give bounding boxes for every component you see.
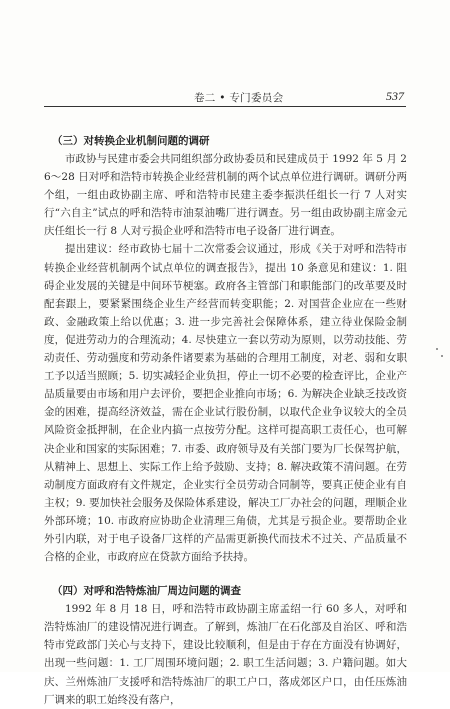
section-spacer: [44, 566, 407, 582]
scan-speck: [441, 355, 443, 357]
scan-speck: [436, 348, 438, 350]
section-heading: （四）对呼和浩特炼油厂周边问题的调查: [52, 585, 241, 598]
page-number: 537: [386, 89, 404, 103]
section-enterprise-mechanism: [44, 132, 407, 566]
page-body: [44, 132, 407, 709]
body-paragraph: 1992 年 8 月 18 日，呼和浩特市政协副主席孟绍一行 60 多人，对呼和浩特炼油厂的建设情况进行调查。了解到，炼油厂在石化部及自治区、呼和浩特市党政部门关心与支持下，建设比较顺利，但是由于存在方面没有协调好，出现一些问题：1. 工厂周围环境问题；2. 职工生活问题；3. 户籍问题。如大庆、兰州炼油厂支援呼和浩特炼油厂的职工户口，落成郊区户口，由任压炼油厂调来的职工始终没有落户，: [44, 603, 407, 706]
body-paragraph: 市政协与民建市委会共同组织部分政协委员和民建成员于 1992 年 5 月 26～28 日对呼和浩特市转换企业经营机制的两个试点单位进行调研。调研分两个组，一组由政协副主席、呼和浩特市民建主委李振洪任组长一行 7 人对实行“六自主”试点的呼和浩特市油泵油嘴厂进行调查。另一组由政协副主席金元庆任组长一行 8 人对亏损企业呼和浩特市电子设备厂进行调查。: [44, 153, 407, 238]
chapter-title: 卷二 • 专门委员会: [194, 92, 284, 104]
running-header: [44, 88, 406, 107]
section-heading: （三）对转换企业机制问题的调研: [52, 135, 210, 147]
body-paragraph: 提出建议：经市政协七届十二次常委会议通过，形成《关于对呼和浩特市转换企业经营机制两个试点单位的调查报告》，提出 10 条意见和建议：1. 阻碍企业发展的关键是中间环节梗塞。政府各主管部门和职能部门的改革要及时配套跟上，要紧紧围绕企业生产经营而转变职能；2. 对国营企业应在一些财政、金融政策上给以优惠；3. 进一步完善社会保障体系，建立待业保险金制度，促进劳动力的合理流动；4. 尽快建立一套以劳动为原则，以劳动技能、劳动责任、劳动强度和劳动条件诸要素为基础的合理用工制度，对老、弱和女职工予以适当照顾；5. 切实减轻企业负担，停止一切不必要的检查评比，企业产品质量要由市场和用户去评价，要把企业推向市场；6. 为解决企业缺乏技改资金的困难，提高经济效益，需在企业试行股份制，以取代企业争议较大的全员风险资金抵押制，在企业内搞一点按劳分配。这样可提高职工责任心，也可解决企业和国家的实际困难；7. 市委、政府领导及有关部门要为厂长保驾护航，从精神上、思想上、实际工作上给予鼓励、支持；8. 解决政策不清问题。在劳动制度方面政府有文件规定，企业实行全员劳动合同制等，要真正使企业有自主权；9. 要加快社会服务及保险体系建设，解决工厂办社会的问题，理顺企业外部环境；10. 市政府应协助企业清理三角债，尤其是亏损企业。要帮助企业外引内联，对于电子设备厂这样的产品需更新换代而技术不过关、产品质量不合格的企业，市政府应在贷款方面给予扶持。: [44, 243, 407, 564]
section-refinery-survey: [44, 582, 407, 709]
